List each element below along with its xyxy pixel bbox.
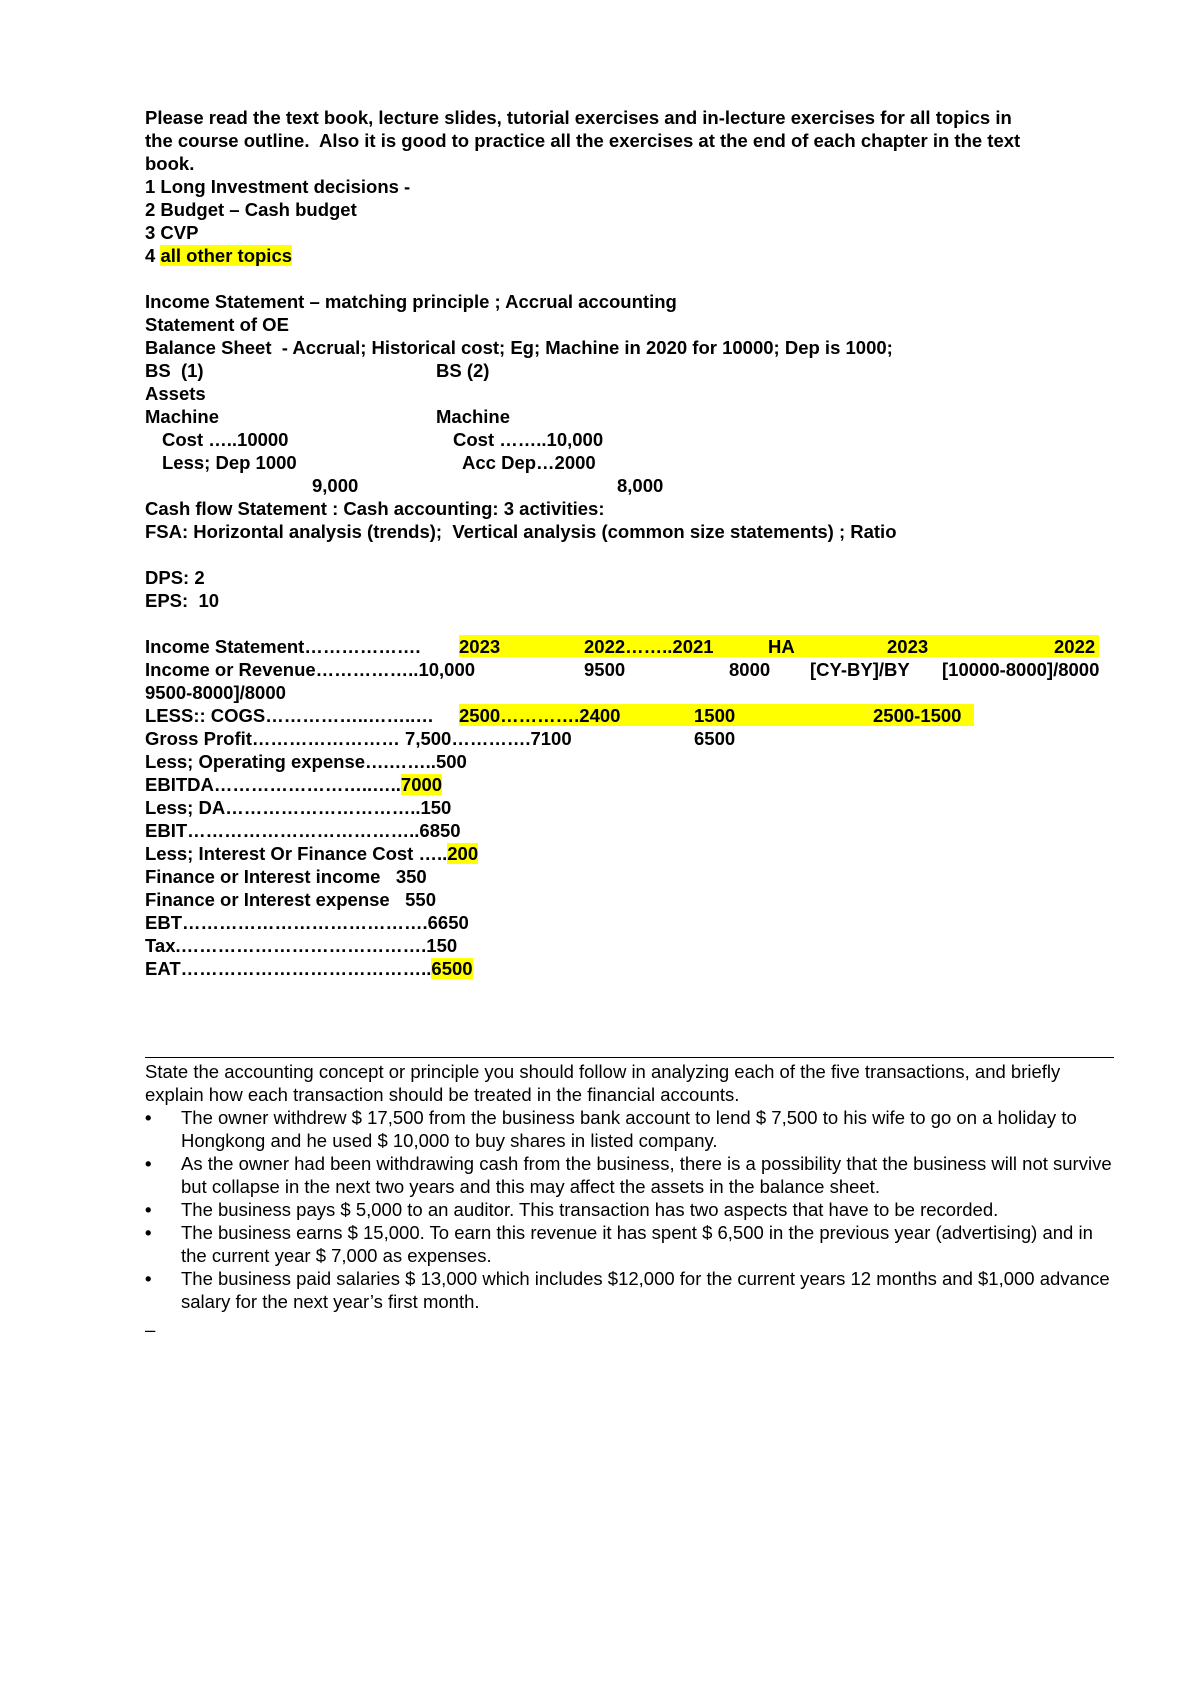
question-prompt: State the accounting concept or principle you should follow in analyzing each of the five transactions, and briefly explain how each transaction should be treated in the financial accounts. xyxy=(145,1061,1061,1105)
operating-expense-row: Less; Operating expense….……..500 xyxy=(145,751,467,772)
interest-row xyxy=(145,842,478,865)
topic-2: 2 Budget – Cash budget xyxy=(145,199,357,220)
cogs-2021: 1500 xyxy=(694,705,736,726)
bs1-cost: Cost …..10000 xyxy=(162,429,289,450)
da-row: Less; DA…………………………..150 xyxy=(145,797,452,818)
finance-expense-row: Finance or Interest expense 550 xyxy=(145,889,436,910)
income-table-header-label: Income Statement………………. xyxy=(145,636,421,657)
topic-3: 3 CVP xyxy=(145,222,199,243)
bullet-icon: • xyxy=(145,1199,152,1220)
eps-line: EPS: 10 xyxy=(145,590,220,611)
statement-oe-line: Statement of OE xyxy=(145,314,289,335)
interest-value: 200 xyxy=(447,843,479,864)
finance-income-row: Finance or Interest income 350 xyxy=(145,866,427,887)
bs2-machine: Machine xyxy=(436,406,511,427)
ebitda-row xyxy=(145,773,442,796)
ebitda-value: 7000 xyxy=(400,774,443,795)
revenue-ha-calc-2: 9500-8000]/8000 xyxy=(145,682,286,703)
list-item-text: The business paid salaries $ 13,000 which includes $12,000 for the current years 12 months and $1,000 advance salary for the next year’s first month. xyxy=(181,1268,1110,1312)
gross-profit-row: Gross Profit…………………… 7,500………….7100 xyxy=(145,728,572,749)
list-item-text: The owner withdrew $ 17,500 from the business bank account to lend $ 7,500 to his wife to go on a holiday to Hongkong and he used $ 10,000 to buy shares in listed company. xyxy=(181,1107,1077,1151)
bullet-icon: • xyxy=(145,1153,152,1174)
income-table-header-2022b: 2022 xyxy=(1054,636,1096,657)
revenue-2022: 9500 xyxy=(584,659,626,680)
list-item-text: The business earns $ 15,000. To earn this revenue it has spent $ 6,500 in the previous year (advertising) and in the current year $ 7,000 as expenses. xyxy=(181,1222,1093,1266)
topic-4-highlight: all other topics xyxy=(160,245,293,266)
balance-sheet-line: Balance Sheet - Accrual; Historical cost; Eg; Machine in 2020 for 10000; Dep is 1000; xyxy=(145,337,893,358)
bullet-icon: • xyxy=(145,1222,152,1243)
eat-label: EAT………………………………….. xyxy=(145,958,432,979)
eat-value: 6500 xyxy=(431,958,473,979)
income-statement-line: Income Statement – matching principle ; Accrual accounting xyxy=(145,291,677,312)
topic-1: 1 Long Investment decisions - xyxy=(145,176,411,197)
gross-profit-2021: 6500 xyxy=(694,728,736,749)
income-table-header-2023b: 2023 xyxy=(887,636,929,657)
fsa-line: FSA: Horizontal analysis (trends); Vertical analysis (common size statements) ; Ratio xyxy=(145,521,897,542)
revenue-ha-calc: [10000-8000]/8000 xyxy=(942,659,1100,680)
income-table-header-2022-2021: 2022……..2021 xyxy=(584,636,714,657)
section-divider xyxy=(145,1057,1114,1058)
ebt-row: EBT………………………………….6650 xyxy=(145,912,469,933)
intro-line-1: Please read the text book, lecture slides, tutorial exercises and in-lecture exercises for all topics in xyxy=(145,107,1012,128)
intro-line-3: book. xyxy=(145,153,195,174)
cogs-values: 2500………….2400 xyxy=(459,705,621,726)
bs2-cost: Cost ……..10,000 xyxy=(453,429,604,450)
ebit-row: EBIT………………………………..6850 xyxy=(145,820,461,841)
dps-line: DPS: 2 xyxy=(145,567,205,588)
bs2-acc-dep: Acc Dep…2000 xyxy=(462,452,596,473)
bs1-machine: Machine xyxy=(145,406,220,427)
cogs-row-label: LESS:: COGS……………..……..… xyxy=(145,705,434,726)
bs1-dep: Less; Dep 1000 xyxy=(162,452,297,473)
income-table-header-2023: 2023 xyxy=(459,636,501,657)
bs2-heading: BS (2) xyxy=(436,360,490,381)
ebitda-label: EBITDA……………………..….. xyxy=(145,774,401,795)
bs1-heading: BS (1) xyxy=(145,360,204,381)
bullet-icon: • xyxy=(145,1268,152,1289)
trailing-dash: – xyxy=(145,1319,156,1340)
assets-heading: Assets xyxy=(145,383,206,404)
bullet-icon: • xyxy=(145,1107,152,1128)
list-item-text: The business pays $ 5,000 to an auditor. This transaction has two aspects that have to be recorded. xyxy=(181,1199,999,1220)
bs2-net: 8,000 xyxy=(617,475,664,496)
cashflow-line: Cash flow Statement : Cash accounting: 3 activities: xyxy=(145,498,605,519)
cogs-ha-calc: 2500-1500 xyxy=(873,705,962,726)
interest-label: Less; Interest Or Finance Cost ….. xyxy=(145,843,448,864)
eat-row xyxy=(145,957,473,980)
list-item-text: As the owner had been withdrawing cash from the business, there is a possibility that the business will not survive but collapse in the next two years and this may affect the assets in the balance sheet. xyxy=(181,1153,1112,1197)
tax-row: Tax.………………………………….150 xyxy=(145,935,458,956)
revenue-ha-formula: [CY-BY]/BY xyxy=(810,659,910,680)
income-table-header-ha: HA xyxy=(768,636,795,657)
topic-4-number: 4 xyxy=(145,245,161,266)
bs1-net: 9,000 xyxy=(312,475,359,496)
topic-4 xyxy=(145,244,292,267)
revenue-2021: 8000 xyxy=(729,659,771,680)
revenue-row-label: Income or Revenue……………..10,000 xyxy=(145,659,476,680)
intro-line-2: the course outline. Also it is good to practice all the exercises at the end of each chapter in the text xyxy=(145,130,1021,151)
